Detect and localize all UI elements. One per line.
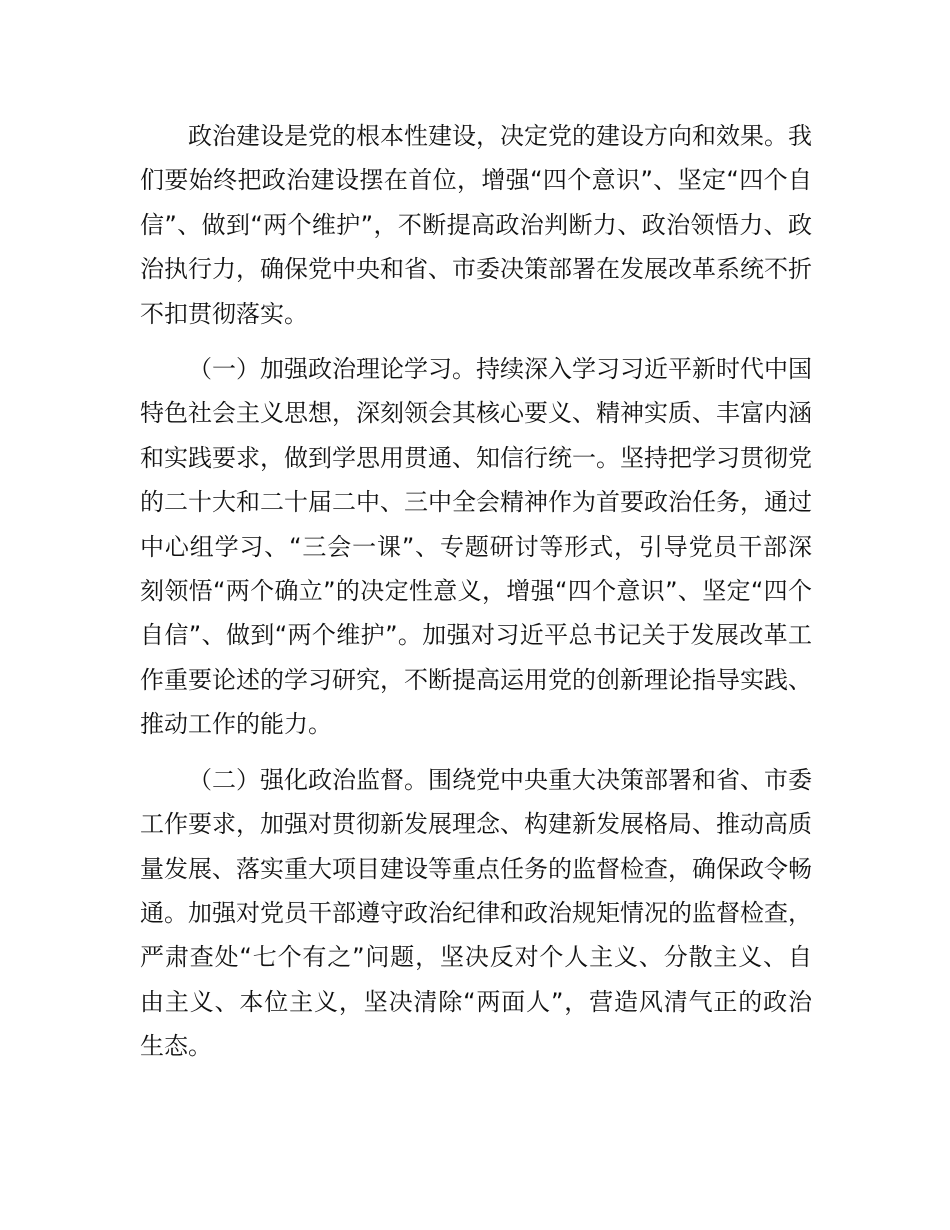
document-body	[140, 114, 812, 1069]
section-one-paragraph: （一）加强政治理论学习。持续深入学习习近平新时代中国特色社会主义思想，深刻领会其核心要义、精神实质、丰富内涵和实践要求，做到学思用贯通、知信行统一。坚持把学习贯彻党的二十大和二十届二中、三中全会精神作为首要政治任务，通过中心组学习、“三会一课”、专题研讨等形式，引导党员干部深刻领悟“两个确立”的决定性意义，增强“四个意识”、坚定“四个自信”、做到“两个维护”。加强对习近平总书记关于发展改革工作重要论述的学习研究，不断提高运用党的创新理论指导实践、推动工作的能力。	[140, 355, 812, 739]
intro-paragraph: 政治建设是党的根本性建设，决定党的建设方向和效果。我们要始终把政治建设摆在首位，增强“四个意识”、坚定“四个自信”、做到“两个维护”，不断提高政治判断力、政治领悟力、政治执行力，确保党中央和省、市委决策部署在发展改革系统不折不扣贯彻落实。	[140, 122, 812, 328]
section-two-paragraph: （二）强化政治监督。围绕党中央重大决策部署和省、市委工作要求，加强对贯彻新发展理念、构建新发展格局、推动高质量发展、落实重大项目建设等重点任务的监督检查，确保政令畅通。加强对党员干部遵守政治纪律和政治规矩情况的监督检查，严肃查处“七个有之”问题，坚决反对个人主义、分散主义、自由主义、本位主义，坚决清除“两面人”，营造风清气正的政治生态。	[140, 765, 812, 1061]
